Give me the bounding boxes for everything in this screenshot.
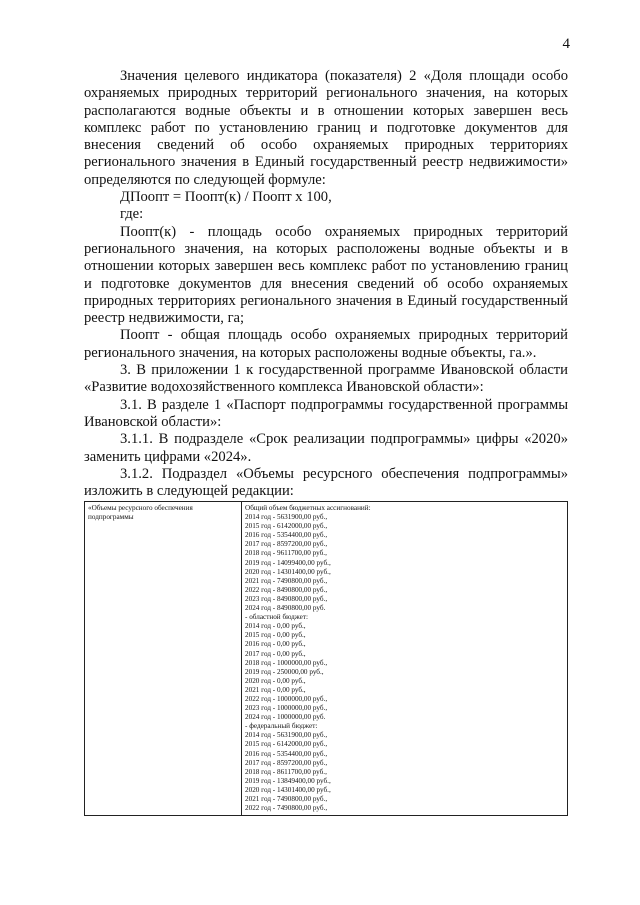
funding-line: 2017 год - 8597200,00 руб.,: [245, 758, 328, 767]
funding-line: 2024 год - 1000000,00 руб.: [245, 713, 326, 722]
funding-line: 2023 год - 1000000,00 руб.,: [245, 704, 328, 713]
funding-line: 2021 год - 7490800,00 руб.,: [245, 576, 328, 585]
funding-line: 2015 год - 6142000,00 руб.,: [245, 740, 328, 749]
funding-line: 2021 год - 0,00 руб.,: [245, 685, 306, 694]
funding-line: 2014 год - 0,00 руб.,: [245, 622, 306, 631]
funding-line: 2019 год - 13849400,00 руб.,: [245, 776, 331, 785]
funding-line: 2018 год - 9611700,00 руб.,: [245, 549, 327, 558]
funding-line: 2024 год - 8490800,00 руб.: [245, 604, 326, 613]
funding-line: 2016 год - 5354400,00 руб.,: [245, 531, 328, 540]
item-3: 3. В приложении 1 к государственной программе Ивановской области «Развитие водохозяйственного комплекса Ивановской области»:: [84, 362, 568, 396]
funding-line: 2016 год - 0,00 руб.,: [245, 640, 306, 649]
definition-poopt-k: Поопт(к) - площадь особо охраняемых природных территорий регионального значения, на которых расположены водные объекты и в отношении которых завершен весь комплекс работ по установлению границ и подготовке документов для внесения сведений об особо охраняемых природных территориях регионального значения в Единый государственный реестр недвижимости, га;: [84, 223, 568, 327]
funding-line: - областной бюджет:: [245, 613, 308, 622]
document-body: [84, 68, 568, 500]
funding-line: 2020 год - 14301400,00 руб.,: [245, 785, 331, 794]
funding-line: 2022 год - 1000000,00 руб.,: [245, 694, 328, 703]
funding-line: 2016 год - 5354400,00 руб.,: [245, 749, 328, 758]
funding-line: 2020 год - 0,00 руб.,: [245, 676, 306, 685]
funding-line: Общий объем бюджетных ассигнований:: [245, 504, 371, 512]
funding-line: 2020 год - 14301400,00 руб.,: [245, 567, 331, 576]
funding-line: 2021 год - 7490800,00 руб.,: [245, 795, 328, 803]
resource-table: [84, 501, 568, 816]
funding-line: 2017 год - 8597200,00 руб.,: [245, 540, 328, 549]
funding-line: 2023 год - 8490800,00 руб.,: [245, 594, 328, 603]
funding-line: 2014 год - 5631900,00 руб.,: [245, 513, 328, 522]
funding-line: 2018 год - 8611700,00 руб.,: [245, 767, 327, 776]
funding-line: 2015 год - 6142000,00 руб.,: [245, 522, 328, 531]
page-number: 4: [562, 36, 570, 52]
item-3-1-2: 3.1.2. Подраздел «Объемы ресурсного обеспечения подпрограммы» изложить в следующей редакции:: [84, 465, 568, 500]
funding-line: 2019 год - 14099400,00 руб.,: [245, 558, 331, 567]
funding-line: 2022 год - 7490800,00 руб.,: [245, 804, 328, 813]
funding-line: 2018 год - 1000000,00 руб.,: [245, 658, 328, 667]
funding-line: 2014 год - 5631900,00 руб.,: [245, 731, 328, 740]
definition-poopt: Поопт - общая площадь особо охраняемых природных территорий регионального значения, на которых расположены водные объекты, га.».: [84, 327, 568, 361]
indicator-paragraph: Значения целевого индикатора (показателя) 2 «Доля площади особо охраняемых природных территорий регионального значения, на которых располагаются водные объекты и в отношении которых завершен весь комплекс работ по установлению границ и подготовке документов для внесения сведений об особо охраняемых природных территориях регионального значения в Единый государственный реестр недвижимости» определяются по следующей формуле:: [84, 68, 568, 188]
item-3-1-1: 3.1.1. В подразделе «Срок реализации подпрограммы» цифры «2020» заменить цифрами «2024».: [84, 431, 568, 465]
funding-line: 2022 год - 8490800,00 руб.,: [245, 585, 328, 594]
formula: ДПоопт = Поопт(к) / Поопт х 100,: [120, 189, 332, 206]
funding-line: 2017 год - 0,00 руб.,: [245, 649, 306, 658]
funding-line: 2015 год - 0,00 руб.,: [245, 631, 306, 640]
funding-line: 2019 год - 250000,00 руб.,: [245, 667, 324, 676]
table-row: [85, 502, 568, 816]
where-label: где:: [120, 206, 144, 223]
table-left-cell: «Объемы ресурсного обеспечения подпрограммы: [85, 502, 242, 816]
funding-line: - федеральный бюджет:: [245, 722, 318, 731]
table-right-cell: [242, 502, 568, 816]
item-3-1: 3.1. В разделе 1 «Паспорт подпрограммы государственной программы Ивановской области»:: [84, 396, 568, 430]
